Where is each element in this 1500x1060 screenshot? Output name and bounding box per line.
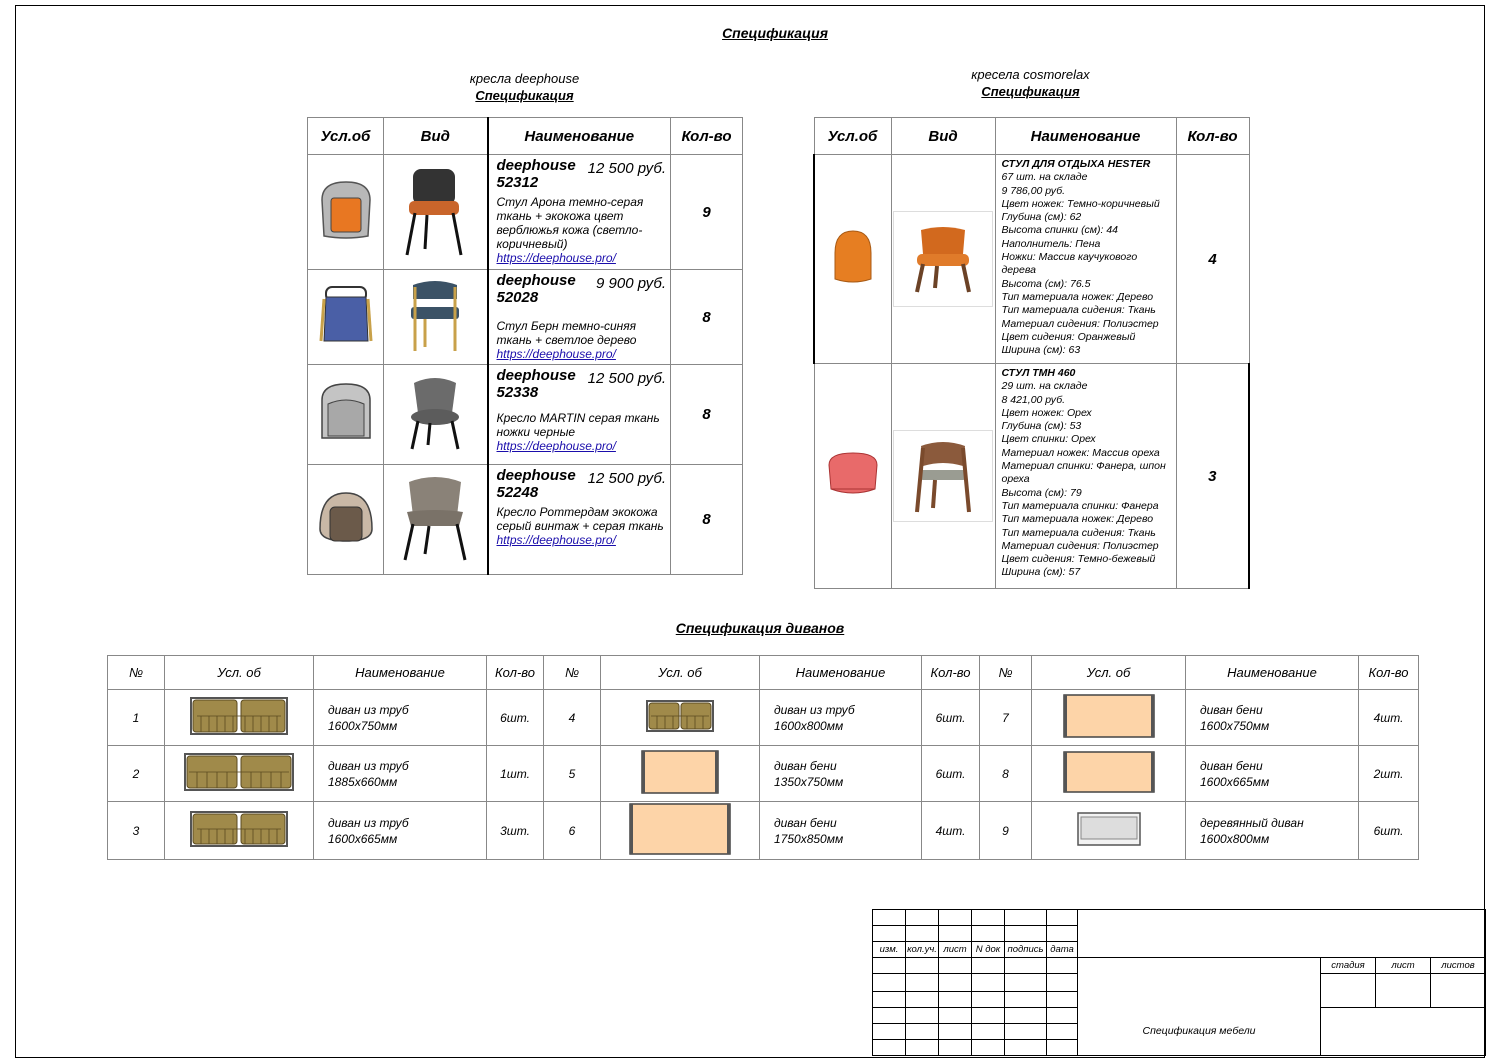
tube-sofa-icon [189,809,289,849]
plan-symbol-cell [308,365,384,465]
chair-hester-photo-icon [903,224,983,294]
product-link[interactable]: https://deephouse.pro/ [496,251,616,265]
product-description: Кресло MARTIN серая ткань ножки черные [496,411,660,439]
stamp-cell [972,926,1005,942]
product-code: deephouse 52338 [496,367,576,401]
stamp-cell [1047,992,1078,1008]
sofa-quantity: 6шт. [922,746,980,802]
deephouse-caption [307,70,742,104]
stamp-sheet-label: лист [1376,958,1431,974]
plan-symbol-cell [308,155,384,270]
table-row [308,155,743,270]
stamp-cell [939,992,972,1008]
stamp-cell [972,1008,1005,1024]
plan-symbol-cell [814,155,891,364]
sofa-symbol-cell [1032,690,1186,746]
deephouse-caption-text: кресла deephouse [469,71,580,86]
product-code: deephouse 52312 [496,157,576,191]
spec-line: Материал ножек: Массив ореха [1001,446,1160,459]
sofa-quantity: 6шт. [1359,802,1419,860]
sofa-name: диван из труб [328,815,409,830]
stamp-cell [939,910,972,926]
product-name-cell [488,155,671,270]
quantity-cell: 3 [1176,364,1249,589]
product-name-cell [488,365,671,465]
stamp-col-label: кол.уч. [906,942,939,958]
cosmorelax-caption [813,66,1248,100]
stamp-cell [873,958,906,974]
table-row [108,690,1419,746]
header-cell: Наименование [488,118,671,155]
stamp-cell [873,1024,906,1040]
product-description: Стул Берн темно-синяя ткань + светлое дерево [496,319,637,347]
stamp-cell [1005,958,1047,974]
deephouse-table [307,117,743,575]
stamp-cell [939,926,972,942]
sofa-name-cell [1186,690,1359,746]
table-row [814,155,1249,364]
stamp-cell [1005,1040,1047,1056]
photo-cell [384,365,488,465]
photo-cell [891,364,995,589]
spec-line: Тип материала спинки: Фанера [1001,499,1159,512]
photo-cell [891,155,995,364]
tube-sofa-icon [645,698,715,734]
stamp-doc-name: Спецификация мебели [1078,958,1321,1056]
row-number: 6 [544,802,601,860]
sofa-name: диван из труб [328,702,409,717]
product-name: СТУЛ ДЛЯ ОТДЫХА HESTER [1001,158,1151,170]
cosmorelax-table [813,117,1250,589]
stamp-cell [939,1040,972,1056]
spec-line: Ножки: Массив каучукового дерева [1001,251,1138,277]
stamp-cell [1047,1008,1078,1024]
table-row [308,465,743,575]
product-name-cell [488,465,671,575]
table-row [814,364,1249,589]
stamp-cell [972,1040,1005,1056]
sofas-title: Спецификация диванов [675,620,845,636]
spec-line: Глубина (см): 62 [1001,211,1082,224]
header-cell: Усл. об [165,656,314,690]
header-cell: Усл. об [601,656,760,690]
sofa-name: диван бени [774,758,837,773]
stamp-cell [873,992,906,1008]
stamp-cell [1047,1040,1078,1056]
sofa-size: 1600х750мм [1200,718,1270,733]
sofa-size: 1350х750мм [774,774,844,789]
product-price: 9 900 руб. [596,275,666,292]
stamp-cell [906,992,939,1008]
quantity-cell: 9 [671,155,743,270]
stamp-cell [1376,974,1431,1008]
stamp-sheets-label: листов [1431,958,1486,974]
sofa-symbol-cell [1032,746,1186,802]
product-price: 12 500 руб. [587,470,666,487]
spec-line: Наполнитель: Пена [1001,237,1101,250]
stamp-cell [1005,1024,1047,1040]
stamp-cell [873,1008,906,1024]
chair-tmh460-photo-icon [903,438,983,514]
sofa-name: диван бени [1200,758,1263,773]
spec-line: Тип материала сидения: Ткань [1001,304,1156,317]
stamp-cell [972,958,1005,974]
beni-sofa-icon [1062,693,1156,739]
product-name-cell [488,270,671,365]
spec-line: Тип материала сидения: Ткань [1001,526,1156,539]
header-cell: Кол-во [1176,118,1249,155]
header-cell: Вид [384,118,488,155]
spec-line: Тип материала ножек: Дерево [1001,290,1154,303]
header-cell: Наименование [314,656,487,690]
chair-arona-plan-icon [318,178,374,242]
sofa-size: 1600х800мм [1200,831,1270,846]
spec-line: Глубина (см): 53 [1001,420,1082,433]
sofa-name: диван бени [774,815,837,830]
stamp-cell [1005,926,1047,942]
stamp-cell [1078,910,1486,958]
spec-line: Материал сидения: Полиэстер [1001,539,1159,552]
sofa-name-cell [314,746,487,802]
header-cell: Усл. об [1032,656,1186,690]
stamp-cell [1047,974,1078,992]
sofa-name: диван из труб [328,758,409,773]
spec-line: Материал сидения: Полиэстер [1001,317,1159,330]
spec-line: 9 786,00 руб. [1001,184,1066,197]
chair-martin-plan-icon [318,380,374,444]
stamp-cell [873,926,906,942]
stamp-cell [939,1008,972,1024]
sofas-header-row [108,656,1419,690]
header-cell: Кол-во [922,656,980,690]
product-description: Кресло Роттердам экокожа серый винтаж + серая ткань [496,505,664,533]
stamp-cell [972,974,1005,992]
cosmorelax-subtitle: Спецификация [981,84,1080,99]
sofa-name-cell [1186,802,1359,860]
sofa-size: 1750х850мм [774,831,844,846]
sofa-name: деревянный диван [1200,815,1304,830]
photo-frame [893,430,993,522]
stamp-cell [1005,974,1047,992]
row-number: 2 [108,746,165,802]
stamp-cell [972,1024,1005,1040]
stamp-cell [1431,974,1486,1008]
spec-line: Цвет спинки: Орех [1001,433,1096,446]
stamp-cell [1005,992,1047,1008]
sofa-size: 1600х665мм [1200,774,1270,789]
photo-cell [384,155,488,270]
spec-line: Цвет сидения: Оранжевый [1001,330,1136,343]
header-cell: Кол-во [487,656,544,690]
stamp-cell [972,992,1005,1008]
sofa-symbol-cell [165,746,314,802]
table-row [308,365,743,465]
chair-martin-photo-icon [400,373,470,451]
sofas-table [107,655,1419,860]
quantity-cell: 8 [671,270,743,365]
tube-sofa-icon [189,694,289,738]
row-number: 7 [980,690,1032,746]
sofa-symbol-cell [601,802,760,860]
spec-line: Высота спинки (см): 44 [1001,224,1119,237]
header-cell: Наименование [760,656,922,690]
product-name: СТУЛ TMH 460 [1001,367,1076,379]
plan-symbol-cell [814,364,891,589]
header-cell: Кол-во [1359,656,1419,690]
page-title: Спецификация [722,25,828,41]
sofa-symbol-cell [601,690,760,746]
stamp-cell [972,910,1005,926]
spec-line: Цвет сидения: Темно-бежевый [1001,553,1156,566]
chair-rotterdam-plan-icon [316,489,376,545]
header-cell: Усл.об [308,118,384,155]
stamp-cell [873,1040,906,1056]
table-row [308,270,743,365]
photo-cell [384,465,488,575]
row-number: 4 [544,690,601,746]
product-link[interactable]: https://deephouse.pro/ [496,347,616,361]
quantity-cell: 8 [671,465,743,575]
stamp-cell [873,974,906,992]
sofa-quantity: 2шт. [1359,746,1419,802]
sofa-symbol-cell [165,802,314,860]
stamp-col-label: дата [1047,942,1078,958]
stamp-cell [1047,1024,1078,1040]
header-cell: Наименование [1186,656,1359,690]
table-row [108,802,1419,860]
spec-line: 29 шт. на складе [1001,380,1088,393]
header-cell: Кол-во [671,118,743,155]
header-cell: № [544,656,601,690]
row-number: 9 [980,802,1032,860]
stamp-cell [1047,958,1078,974]
product-description: Стул Арона темно-серая ткань + экокожа цвет верблюжья кожа (светло-коричневый) [496,195,644,251]
spec-line: Высота (см): 76.5 [1001,277,1091,290]
stamp-stage-label: стадия [1321,958,1376,974]
stamp-cell [939,958,972,974]
drawing-frame [15,5,1485,1058]
product-price: 12 500 руб. [587,160,666,177]
stamp-cell [939,974,972,992]
beni-sofa-icon [1062,750,1156,794]
stamp-cell [906,926,939,942]
spec-line: Тип материала ножек: Дерево [1001,513,1154,526]
stamp-cell [906,958,939,974]
quantity-cell: 4 [1176,155,1249,364]
chair-bern-photo-icon [395,277,475,353]
sofa-name: диван бени [1200,702,1263,717]
sofa-size: 1600х665мм [328,831,398,846]
wooden-sofa-icon [1076,811,1142,847]
row-number: 1 [108,690,165,746]
header-cell: № [980,656,1032,690]
sofa-quantity: 6шт. [487,690,544,746]
sofa-name-cell [1186,746,1359,802]
header-cell: № [108,656,165,690]
stamp-cell [1321,974,1376,1008]
sofa-size: 1600х800мм [774,718,844,733]
stamp-col-label: лист [939,942,972,958]
row-number: 3 [108,802,165,860]
stamp-cell [939,1024,972,1040]
product-spec-cell [995,155,1176,364]
sofa-name-cell [760,802,922,860]
spec-line: Материал спинки: Фанера, шпон ореха [1001,460,1166,486]
product-spec-cell [995,364,1176,589]
product-code: deephouse 52028 [496,272,576,306]
sofa-size: 1600х750мм [328,718,398,733]
sofa-quantity: 4шт. [1359,690,1419,746]
sofa-quantity: 6шт. [922,690,980,746]
spec-line: Цвет ножек: Орех [1001,406,1092,419]
spec-line: 67 шт. на складе [1001,171,1088,184]
sofa-quantity: 1шт. [487,746,544,802]
cosmorelax-caption-text: кресела cosmorelax [971,67,1090,82]
chair-arona-photo-icon [395,163,475,257]
product-price: 12 500 руб. [587,370,666,387]
header-cell: Вид [891,118,995,155]
stamp-cell [906,910,939,926]
title-block [872,909,1486,1056]
photo-frame [893,211,993,307]
tube-sofa-icon [183,751,295,793]
beni-sofa-icon [640,749,720,795]
deephouse-subtitle: Спецификация [475,88,574,103]
chair-tmh460-plan-icon [825,449,881,499]
product-link[interactable]: https://deephouse.pro/ [496,533,616,547]
spec-line: Высота (см): 79 [1001,486,1082,499]
sofa-symbol-cell [165,690,314,746]
table-row [108,746,1419,802]
stamp-cell [906,1008,939,1024]
spec-line: Ширина (см): 63 [1001,344,1081,357]
sofa-name-cell [314,690,487,746]
plan-symbol-cell [308,270,384,365]
quantity-cell: 8 [671,365,743,465]
stamp-cell [1005,1008,1047,1024]
stamp-cell [1005,910,1047,926]
sofa-symbol-cell [601,746,760,802]
spec-line: Ширина (см): 57 [1001,566,1081,579]
chair-rotterdam-photo-icon [395,472,475,562]
sofa-symbol-cell [1032,802,1186,860]
stamp-cell [1321,1008,1486,1056]
sofa-quantity: 3шт. [487,802,544,860]
header-cell: Усл.об [814,118,891,155]
stamp-cell [906,974,939,992]
stamp-col-label: изм. [873,942,906,958]
sofa-name-cell [760,746,922,802]
sofa-quantity: 4шт. [922,802,980,860]
stamp-cell [873,910,906,926]
stamp-cell [1047,926,1078,942]
stamp-cell [906,1024,939,1040]
beni-sofa-icon [628,802,732,856]
sofa-size: 1885х660мм [328,774,398,789]
row-number: 8 [980,746,1032,802]
sofa-name-cell [314,802,487,860]
chair-hester-plan-icon [831,227,875,287]
plan-symbol-cell [308,465,384,575]
spec-line: Цвет ножек: Темно-коричневый [1001,197,1160,210]
stamp-cell [1047,910,1078,926]
stamp-col-label: N док [972,942,1005,958]
stamp-col-label: подпись [1005,942,1047,958]
row-number: 5 [544,746,601,802]
chair-bern-plan-icon [318,283,374,347]
header-cell: Наименование [995,118,1176,155]
product-code: deephouse 52248 [496,467,576,501]
product-link[interactable]: https://deephouse.pro/ [496,439,616,453]
photo-cell [384,270,488,365]
stamp-cell [906,1040,939,1056]
sofa-name: диван из труб [774,702,855,717]
spec-line: 8 421,00 руб. [1001,393,1066,406]
sofa-name-cell [760,690,922,746]
